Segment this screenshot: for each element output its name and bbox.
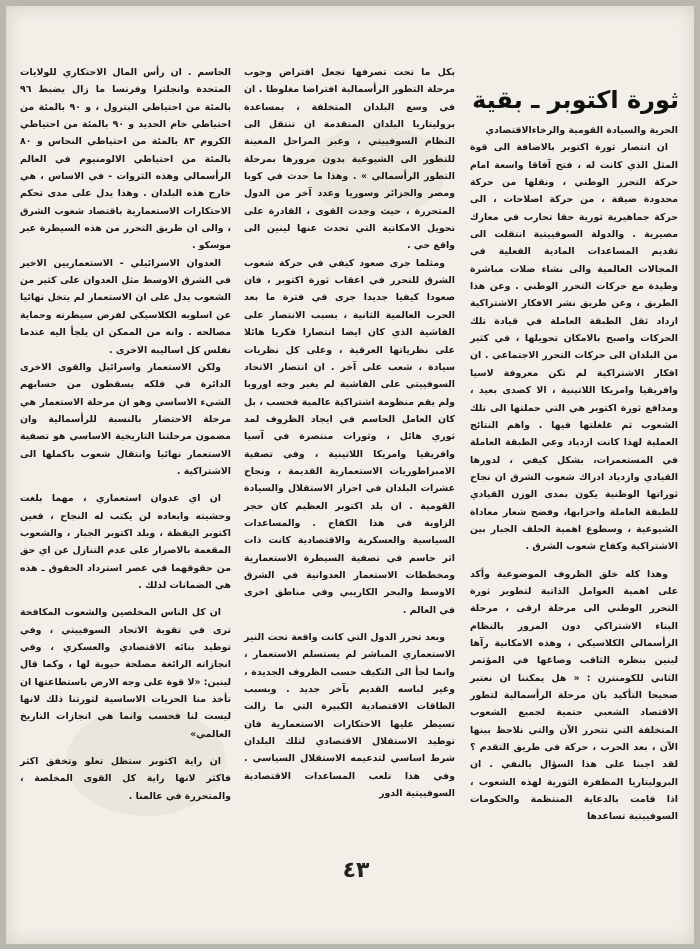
page-sheet xyxy=(6,6,694,944)
column-right xyxy=(470,82,678,826)
paragraph: ان راية اكتوبر ستظل تعلو وتخفق اكثر فاكثر لانها راية كل القوى المخلصة ، والمتحررة في عالمنا . xyxy=(20,756,231,802)
article-title: ثورة اكتوبر ـ بقية xyxy=(472,86,679,114)
paragraph: ومثلما جرى صعود كيفي في حركة شعوب الشرق للتحرر في اعقاب ثورة اكتوبر ، فان صعودا كيفيا جديدا جرى في فترة ما بعد الحرب العالمية الثانية ، بسبب الانتصار على الفاشية الذي كان ايضا انتصارا فكريا هائلا على نظرياتها العرقية ، وعلى كل نظريات سيادة ، شعب على آخر . ان انتصار الاتحاد السوفييتي على الفاشية لم يغير وجه اوروبا ولم يقم منظومة اشتراكية عالمية فحسب ، بل كان العامل الحاسم في ايجاد الظروف لمد ثوري هائل ، وثورات منتصرة في آسيا وافريقيا وامريكا اللاتينية ، وفي تصفية الامبراطوريات الاستعمارية القديمة ، ونجاح عشرات البلدان في احراز الاستقلال والسيادة القومية . ان بلد اكتوبر العظيم كان حجر الزاوية في هذا الكفاح . والمساعدات السياسية والعسكرية والاقتصادية كانت ذات اثر حاسم في تصفية السيطرة الاستعمارية ومخططات الاستعمار العدوانية في الشرق الاوسط والبحر الكاريبي وفي مناطق اخرى في العالم . xyxy=(244,257,455,616)
paragraph: وبعد تحرر الدول التي كانت واقعة تحت النير الاستعماري المباشر لم يستسلم الاستعمار ، وانما لجأ الى التكيف حسب الظروف الجديدة ، وغير لباسه القديم بآخر جديد . وبسبب الطاقات الاقتصادية الكبيرة التي ما زالت تسيطر عليها الاحتكارات الاستعمارية فان توطيد الاستقلال الاقتصادي لتلك البلدان شرط اساسي لتدعيمه الاستقلال السياسي . وفي هذا تلعب المساعدات الاقتصادية السوفييتية الدور xyxy=(244,632,455,800)
paragraph: ان كل الناس المخلصين والشعوب المكافحة ترى في تقوية الاتحاد السوفييتي ، وفي توطيد بنائه الاقتصادي والعسكري ، وفي انجازاته الرائعة مصلحة حيوية لها ، وكما قال لينين: «لا قوة على وجه الارض باستطاعتها ان تأخذ منا الحريات الاساسية لثورتنا ذلك لانها ليست لنا فحسب وانما هي انجازات التاريخ العالمي» xyxy=(20,607,231,740)
paragraph: العدوان الاسرائيلي - الاستعماريين الاخير في الشرق الاوسط مثل العدوان على كثير من الشعوب يدل على ان الاستعمار لم يتخل نهائيا عن اسلوبه الكلاسيكي لفرض سيطرته وحماية مصالحه . وانه من الممكن ان يلجأ اليه عندما نفلس كل اساليبه الاخرى . xyxy=(20,257,231,356)
column-left xyxy=(20,64,231,805)
paragraph: وهذا كله خلق الظروف الموضوعية وأكد على اهمية العوامل الذاتية لتطوير ثورة التحرر الوطني الى مرحلة ارقى ، مرحلة البناء الاشتراكي دون المرور بالنظام الرأسمالي الكلاسيكي ، وهذه الامكانية رآها لينين بنظره الثاقب وصاغها في المؤتمر الثاني للكومنترن : « هل يمكننا ان نعتبر صحيحا التأكيد بان مرحلة الرأسمالية لتطور الاقتصاد الشعبي حتمية لجميع الشعوب المتخلفة التي تتحرر الآن والتي نلاحظ بينها الآن ، بعد الحرب ، حركة في طريق التقدم ؟ لقد اجبنا على هذا السؤال بالنفي . ان البروليتاريا المظفرة الثورية لهذه الشعوب ، اذا قامت بالدعاية المنتظمة والحكومات السوفييتية تساعدها xyxy=(470,568,678,823)
paragraph: ان اي عدوان استعماري ، مهما بلغت وحشيته وابعاده لن يكتب له النجاح ، فعين اكتوبر اليقظة ، وبلد اكتوبر الجبار ، والشعوب المقعمة بالاصرار على عدم التنازل عن اي حق من حقوقهما في عصر استرداد الحقوق ـ هذه هي الضمانات لذلك . xyxy=(20,493,231,591)
page-number: ٤٣ xyxy=(342,858,370,883)
paragraph: ولكن الاستعمار واسرائيل والقوى الاخرى الدائرة في فلكه يسقطون من حسابهم الشيء الاساسي وهو ان مرحلة الاستعمار هي مرحلة الاحتضار بالنسبة للرأسمالية وان مضمون مرحلتنا التاريخية الاساسي هو تصفية الاستعمار نهائيا وانتقال شعوب باكملها الى الاشتراكية . xyxy=(20,361,231,477)
column-middle xyxy=(244,64,455,802)
paragraph: الحرية والسيادة القومية والرخاءالاقتصادي xyxy=(485,125,678,136)
paragraph: ان انتصار ثورة اكتوبر بالاضافة الى قوة المثل الذي كانت له ، فتح آفاقا واسعة امام حركة التحرر الوطني ، ونقلها من حركة محدودة ضيقة ، من حركة اصلاحات ، الى حركة جماهيرية ثورية حقا تحارب في معارك مصيرية . والدولة السوفييتية انتقلت الى تقديم المساعدات المادية الفعلية في المجالات العالمية والى نشاء صلات مباشرة وطيدة مع حركات التحرر الوطني . وعن هذا الطريق ، وعن طريق نشر الافكار الاشتراكية ازداد ثقل الطبقة العاملة في قيادة تلك الحركات واصبح بالامكان تحويلها ، في كثير من البلدان الى حركات التحرر الاجتماعي . ان افكار الاشتراكية لم تكن معروفة لاسيا وافريقيا وامريكا اللاتينية ، الا كصدى بعيد ، ومدافع ثورة اكتوبر هي التي حملتها الى تلك الشعوب ثم غلغلتها فيها . واهم النتائج العملية لهذا كانت ازدياد وعي الطبقة العاملة في المستعمرات، بشكل كيفي ، لدورها القيادي وازدياد ادراك شعوب الشرق ان نجاح ثوراتها الوطنية يكون بمدى الوزن القيادي للطبقة العاملة واحزابها، وفضح شعار معاداة الشيوعية ، وسطوع اهمية الحلف الجبار بين الاشتراكية وكفاح شعوب الشرق . xyxy=(470,142,678,553)
paragraph: بكل ما تحت تصرفها تجعل افتراض وجوب مرحلة التطور الرأسمالية افتراضا مغلوطا . ان في وسع البلدان المتخلفة ، بمساعدة بروليتاريا البلدان المتقدمة ان تنتقل الى النظام السوفييتي ، وعبر المراحل المعينة للتطور الى الشيوعية بدون مرورها بمرحلة التطور الرأسمالي » . وهذا ما حدث في كوبا ومصر والجزائر وسوريا وعدد آخر من الدول المتحررة ، حيث وجدت القوى ، القادرة على تحويل الامكانية التي تحدث عنها لينين الى واقع حي . xyxy=(244,67,455,252)
paragraph: الحاسم . ان رأس المال الاحتكاري للولايات المتحدة وانجلترا وفرنسا ما زال يضبط ٩٦ بالمئة من احتياطي البترول ، و ٩٠ بالمئة من احتياطي خام الحديد و ٩٠ بالمئة من احتياطي الكروم ٨٣ بالمئة من احتياطي النحاس و ٨٠ بالمئة من احتياطي الالومنيوم في العالم الرأسمالي وهذه الثروات - في الاساس ، هي خارج هذه البلدان . وهذا يدل على مدى تحكم الاحتكارات الاستعمارية باقتصاد شعوب الشرق ، والى ان طريق التحرر من هذه السيطرة عبر موسكو . xyxy=(20,67,231,252)
